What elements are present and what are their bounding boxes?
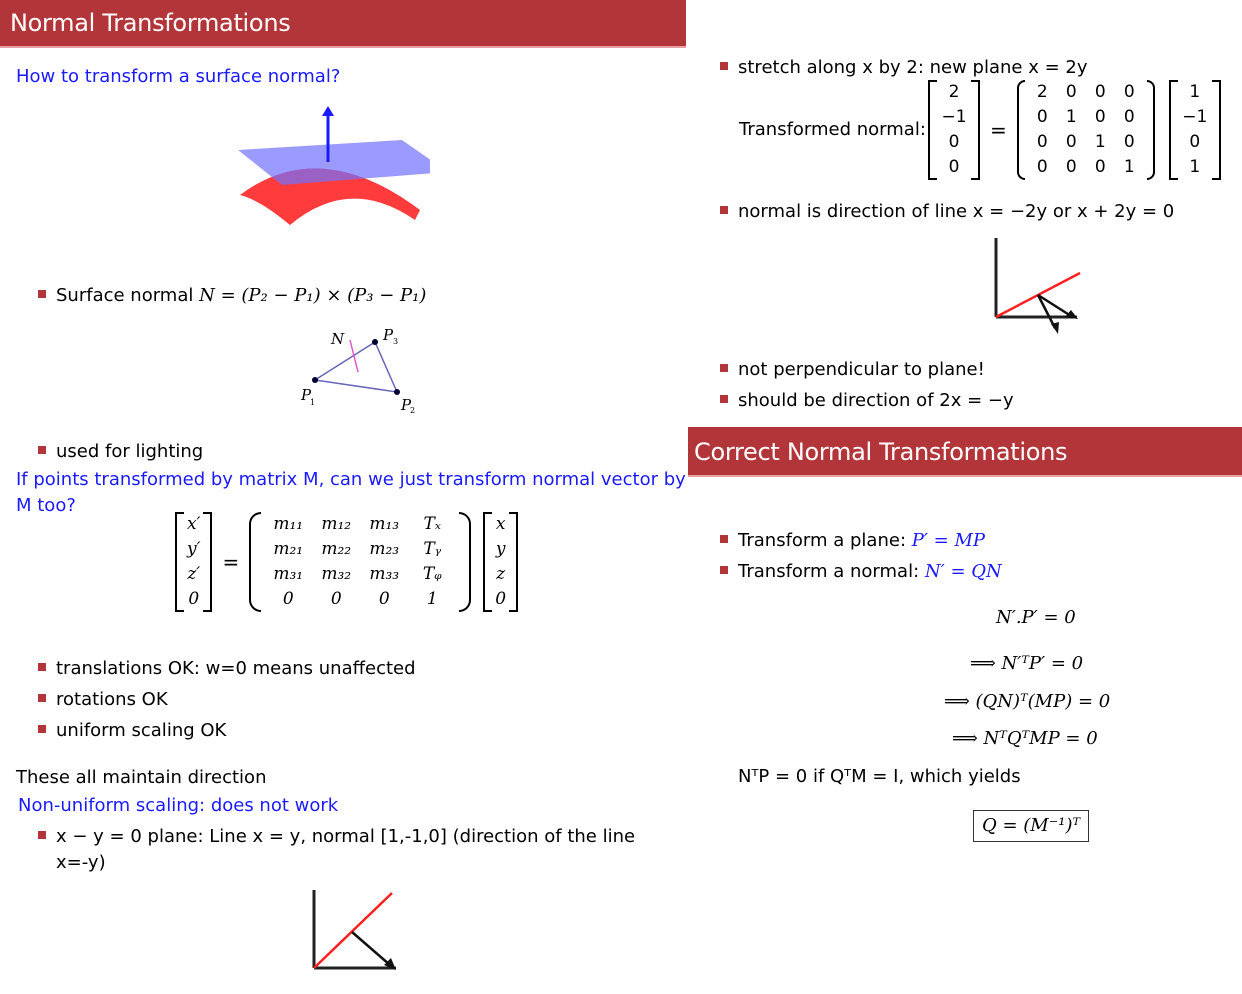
- bullet-icon: [38, 694, 46, 702]
- edge-p3-p2: [375, 342, 397, 392]
- surface-normal-figure: [230, 100, 430, 235]
- title-bar-correct-normal: [688, 427, 1242, 477]
- matrix-cell: 2: [1036, 82, 1048, 102]
- bullet-icon: [38, 663, 46, 671]
- bullet-label: used for lighting: [56, 441, 204, 462]
- result-box: Q = (M⁻¹)ᵀ: [973, 810, 1089, 842]
- label-p3-sub: 3: [393, 337, 399, 346]
- matrix-cell: m₁₂: [321, 514, 352, 534]
- normal-vector: [350, 340, 358, 372]
- bullet-transform-normal: Transform a normal: N′ = QN: [720, 561, 1002, 583]
- section-title: Correct Normal Transformations: [694, 438, 1068, 466]
- matrix-cell: 0: [1189, 132, 1201, 152]
- triangle-figure: [295, 322, 425, 414]
- matrix-cell: 1: [1094, 132, 1106, 152]
- result-vector: [928, 80, 980, 180]
- rhs-vector: [483, 512, 518, 612]
- matrix-cell: m₁₃: [369, 514, 400, 534]
- matrix-cell: 0: [1036, 157, 1048, 177]
- matrix-cell: x′: [187, 514, 201, 534]
- bullet-rotations: rotations OK: [38, 689, 416, 711]
- edge-p1-p2: [315, 380, 397, 392]
- edge-p1-p3: [315, 342, 375, 380]
- label-p3: P: [383, 326, 394, 344]
- matrix-cell: m₃₂: [321, 564, 352, 584]
- matrix-cell: 0: [330, 589, 342, 609]
- matrix-cell: y: [495, 539, 506, 559]
- matrix-cell: m₁₁: [273, 514, 304, 534]
- bullet-normal-direction: normal is direction of line x = −2y or x + 2y = 0: [720, 201, 1174, 223]
- maintain-direction-text: These all maintain direction: [16, 767, 267, 788]
- question-text: How to transform a surface normal?: [16, 66, 341, 87]
- transformed-normal-label: Transformed normal:: [739, 119, 926, 140]
- plane-equation: P′ = MP: [911, 530, 986, 551]
- matrix-cell: m₂₂: [321, 539, 352, 559]
- matrix-cell: 0: [378, 589, 390, 609]
- line-normal-figure-1: [300, 885, 410, 980]
- matrix-cell: m₂₃: [369, 539, 400, 559]
- matrix-cell: 0: [1123, 132, 1135, 152]
- equals-sign: =: [990, 118, 1007, 142]
- correct-normal-arrowhead: [1051, 322, 1059, 334]
- equals-sign: =: [222, 550, 240, 574]
- label-p1: P: [301, 386, 312, 404]
- line-normal-figure-2: [985, 235, 1090, 340]
- matrix-cell: 0: [1065, 82, 1077, 102]
- transform-equation: [175, 512, 518, 612]
- bullet-icon: [720, 62, 728, 70]
- bullet-icon: [720, 206, 728, 214]
- matrix-cell: 0: [948, 157, 960, 177]
- matrix-cell: 0: [1065, 157, 1077, 177]
- derivation-step-3: ⟹ (QN)ᵀ(MP) = 0: [944, 691, 1111, 712]
- matrix-cell: x: [495, 514, 506, 534]
- matrix-cell: Tᵩ: [422, 564, 442, 584]
- bullet-stretch: stretch along x by 2: new plane x = 2y: [720, 57, 1087, 79]
- lhs-vector: [175, 512, 212, 612]
- bullet-icon: [720, 364, 728, 372]
- ok-bullet-list: [38, 658, 416, 742]
- bullet-translations: translations OK: w=0 means unaffected: [38, 658, 416, 680]
- question2-line1: If points transformed by matrix M, can we just transform normal vector by: [16, 469, 686, 490]
- matrix-cell: 1: [1123, 157, 1135, 177]
- normal-vector: [1169, 80, 1221, 180]
- label-p2: P: [401, 396, 412, 414]
- bullet-plane-line1: x − y = 0 plane: Line x = y, normal [1,-1,0] (direction of the line: [38, 826, 635, 848]
- bullet-icon: [38, 290, 46, 298]
- surface-normal-formula: N = (P₂ − P₁) × (P₃ − P₁): [199, 285, 427, 306]
- matrix-cell: m₃₁: [273, 564, 304, 584]
- bullet-icon: [38, 446, 46, 454]
- matrix-cell: 0: [1036, 107, 1048, 127]
- nonuniform-scaling-text: Non-uniform scaling: does not work: [18, 795, 339, 816]
- derivation-step-2: ⟹ N′ᵀP′ = 0: [970, 653, 1084, 674]
- matrix-cell: 0: [1123, 107, 1135, 127]
- matrix-cell: 1: [1065, 107, 1077, 127]
- point-p2: [394, 389, 400, 395]
- matrix-cell: m₃₃: [369, 564, 400, 584]
- matrix-cell: 2: [948, 82, 960, 102]
- matrix-cell: 0: [948, 132, 960, 152]
- normal-arrowhead: [322, 106, 334, 116]
- conclusion-text: NᵀP = 0 if QᵀM = I, which yields: [738, 766, 1021, 787]
- matrix-cell: 0: [282, 589, 294, 609]
- bullet-icon: [720, 566, 728, 574]
- point-p1: [312, 377, 318, 383]
- stretch-equation: [928, 80, 1221, 180]
- bullet-should-be: should be direction of 2x = −y: [720, 390, 1014, 412]
- slide-title: Normal Transformations: [10, 9, 291, 37]
- matrix-cell: 0: [1094, 82, 1106, 102]
- matrix-cell: 0: [1094, 157, 1106, 177]
- matrix-cell: 0: [1065, 132, 1077, 152]
- matrix-cell: −1: [1182, 107, 1208, 127]
- matrix-cell: m₂₁: [273, 539, 304, 559]
- bullet-icon: [720, 395, 728, 403]
- derivation-step-4: ⟹ NᵀQᵀMP = 0: [952, 728, 1098, 749]
- matrix-cell: 1: [1189, 82, 1201, 102]
- bullet-label: Surface normal: [56, 285, 194, 306]
- bullet-surface-normal: [38, 285, 426, 307]
- normal-arrow: [352, 932, 390, 965]
- matrix-cell: 1: [426, 589, 438, 609]
- bullet-transform-plane: Transform a plane: P′ = MP: [720, 530, 985, 552]
- bullet-icon: [38, 725, 46, 733]
- label-p1-sub: 1: [310, 398, 316, 407]
- matrix-cell: y′: [187, 539, 201, 559]
- tangent-plane: [238, 140, 430, 185]
- matrix-cell: −1: [941, 107, 967, 127]
- matrix-cell: 0: [188, 589, 200, 609]
- matrix-cell: Tₓ: [423, 514, 441, 534]
- matrix-cell: Tᵧ: [423, 539, 442, 559]
- question2-line2: M too?: [16, 495, 76, 516]
- matrix-cell: 0: [1036, 132, 1048, 152]
- derivation-step-1: N′.P′ = 0: [996, 607, 1076, 628]
- label-p2-sub: 2: [410, 406, 416, 414]
- point-p3: [372, 339, 378, 345]
- bullet-used-for-lighting: [38, 441, 203, 463]
- matrix-cell: 0: [495, 589, 507, 609]
- bullet-not-perpendicular: not perpendicular to plane!: [720, 359, 985, 381]
- matrix-cell: 1: [1189, 157, 1201, 177]
- matrix-cell: 0: [1123, 82, 1135, 102]
- bullet-plane-line2: x=-y): [56, 852, 106, 873]
- matrix-cell: z: [496, 564, 506, 584]
- bullet-icon: [720, 535, 728, 543]
- label-n: N: [331, 330, 345, 348]
- normal-equation: N′ = QN: [924, 561, 1002, 582]
- transform-matrix: [249, 512, 471, 612]
- matrix-cell: 0: [1094, 107, 1106, 127]
- bullet-icon: [38, 831, 46, 839]
- matrix-cell: z′: [187, 564, 201, 584]
- scale-matrix: [1017, 80, 1155, 180]
- bullet-uniform-scaling: uniform scaling OK: [38, 720, 416, 742]
- title-bar-normal-transformations: [0, 0, 686, 48]
